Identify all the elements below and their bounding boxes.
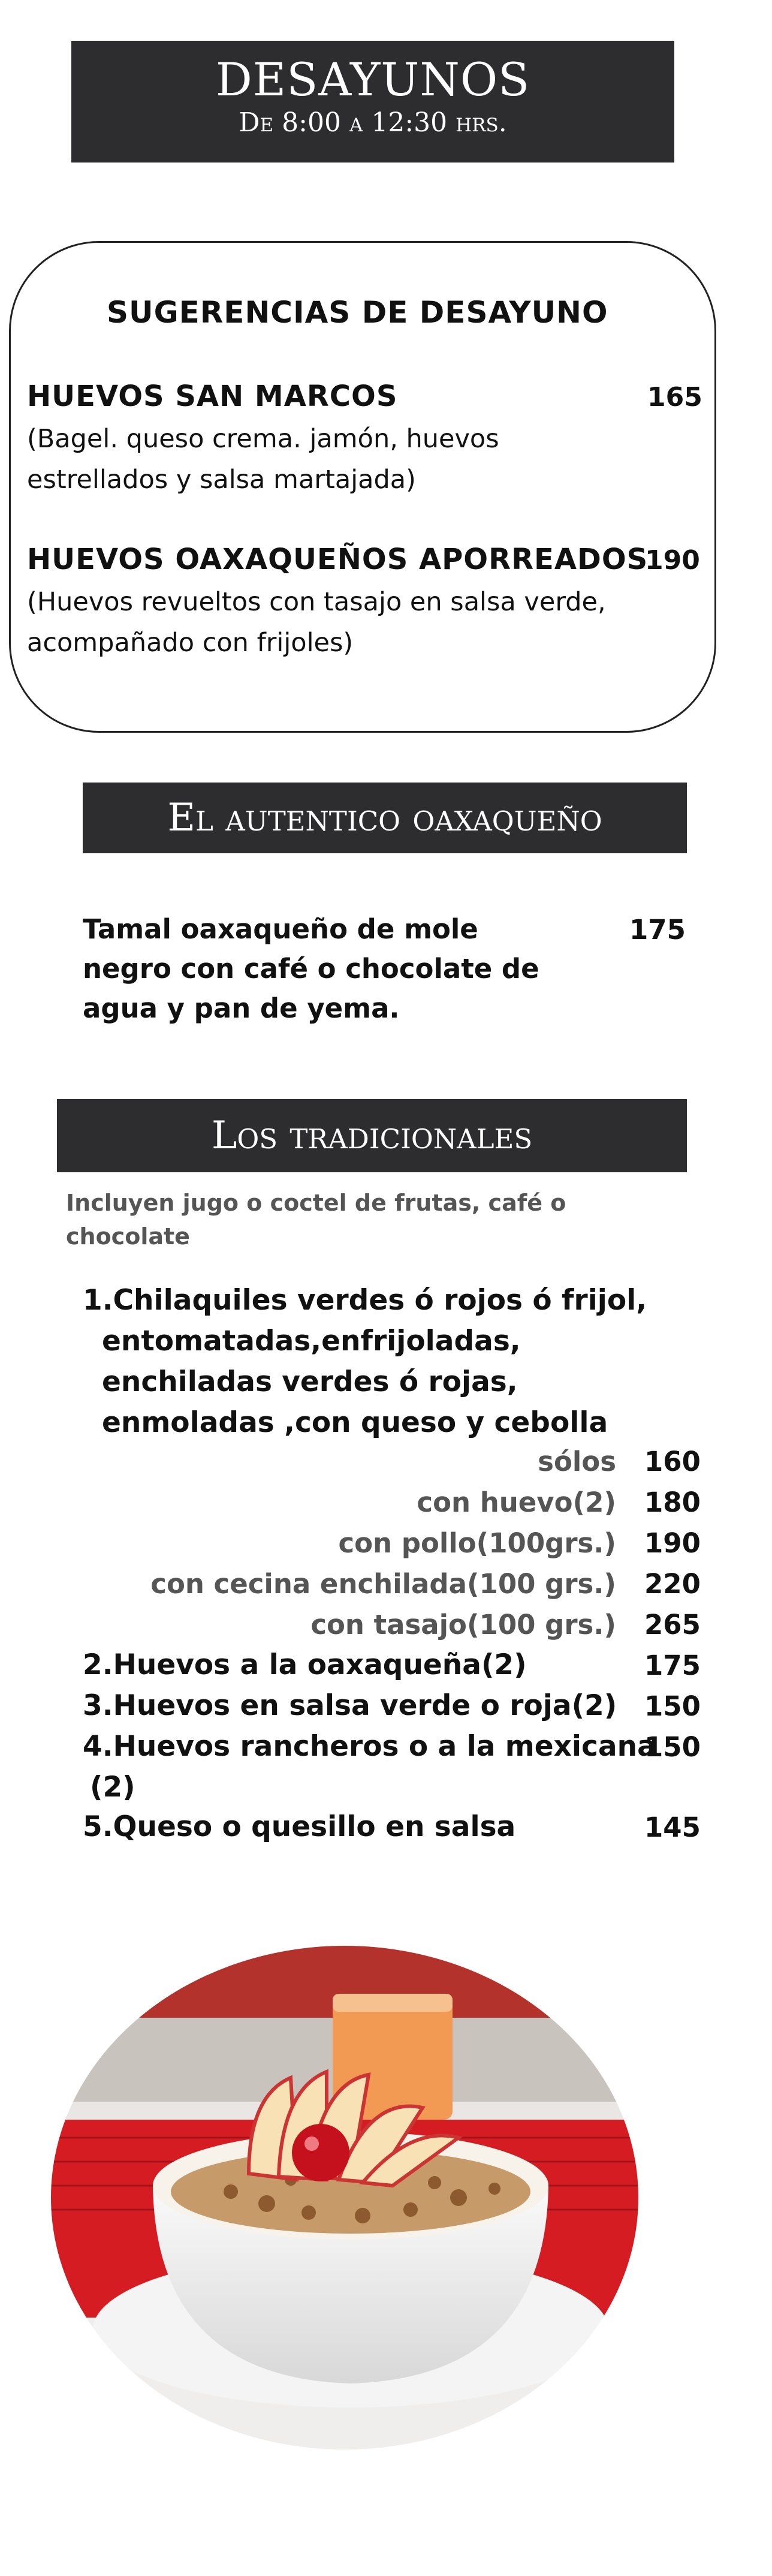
option-price: 180: [644, 1486, 701, 1518]
item-huevos-oaxaquenos-desc: (Huevos revueltos con tasajo en salsa verde, acompañado con frijoles): [27, 587, 606, 658]
option-label: con pollo(100grs.): [338, 1527, 616, 1559]
suggestions-title: SUGERENCIAS DE DESAYUNO: [107, 295, 608, 330]
autentico-banner: El autentico oaxaqueño: [83, 783, 687, 853]
option-price: 160: [644, 1446, 701, 1477]
option-price: 265: [644, 1609, 701, 1641]
item-name-cont: (2): [90, 1771, 135, 1804]
item1-line-3: enchiladas verdes ó rojas,: [102, 1365, 518, 1398]
item-price: 145: [644, 1811, 701, 1843]
item-huevos-san-marcos-name: HUEVOS SAN MARCOS: [27, 380, 398, 413]
page-title: DESAYUNOS: [215, 53, 530, 106]
item-huevos-san-marcos-desc: (Bagel. queso crema. jamón, huevos estrellados y salsa martajada): [27, 424, 499, 495]
item-price: 150: [644, 1731, 701, 1763]
option-label: sólos: [538, 1446, 616, 1477]
item-name: 5.Queso o quesillo en salsa: [83, 1810, 516, 1843]
schedule-subtitle: De 8:00 a 12:30 hrs.: [239, 107, 507, 138]
item-huevos-san-marcos-price: 165: [647, 382, 702, 413]
item-huevos-oaxaquenos-price: 190: [645, 545, 700, 576]
item-name: 4.Huevos rancheros o a la mexicana: [83, 1730, 656, 1763]
option-label: con huevo(2): [417, 1486, 616, 1518]
option-price: 220: [644, 1568, 701, 1600]
tamal-price: 175: [629, 914, 686, 946]
option-label: con cecina enchilada(100 grs.): [150, 1568, 616, 1600]
item1-line-4: enmoladas ,con queso y cebolla: [102, 1406, 608, 1439]
yogurt-bowl-photo: [51, 1946, 638, 2449]
item1-line-2: entomatadas,enfrijoladas,: [102, 1325, 521, 1358]
item-price: 175: [644, 1650, 701, 1681]
tamal-description: Tamal oaxaqueño de mole negro con café o chocolate de agua y pan de yema.: [83, 913, 539, 1024]
includes-note: Incluyen jugo o coctel de frutas, café o chocolate: [66, 1190, 566, 1250]
item1-line-1: 1.Chilaquiles verdes ó rojos ó frijol,: [83, 1284, 647, 1317]
option-label: con tasajo(100 grs.): [310, 1609, 616, 1641]
tradicionales-banner: Los tradicionales: [57, 1099, 687, 1172]
item-name: 2.Huevos a la oaxaqueña(2): [83, 1648, 527, 1681]
option-price: 190: [644, 1527, 701, 1559]
item-price: 150: [644, 1690, 701, 1722]
item-name: 3.Huevos en salsa verde o roja(2): [83, 1689, 617, 1722]
desayunos-banner: [71, 41, 674, 162]
item-huevos-oaxaquenos-name: HUEVOS OAXAQUEÑOS APORREADOS: [27, 543, 649, 576]
